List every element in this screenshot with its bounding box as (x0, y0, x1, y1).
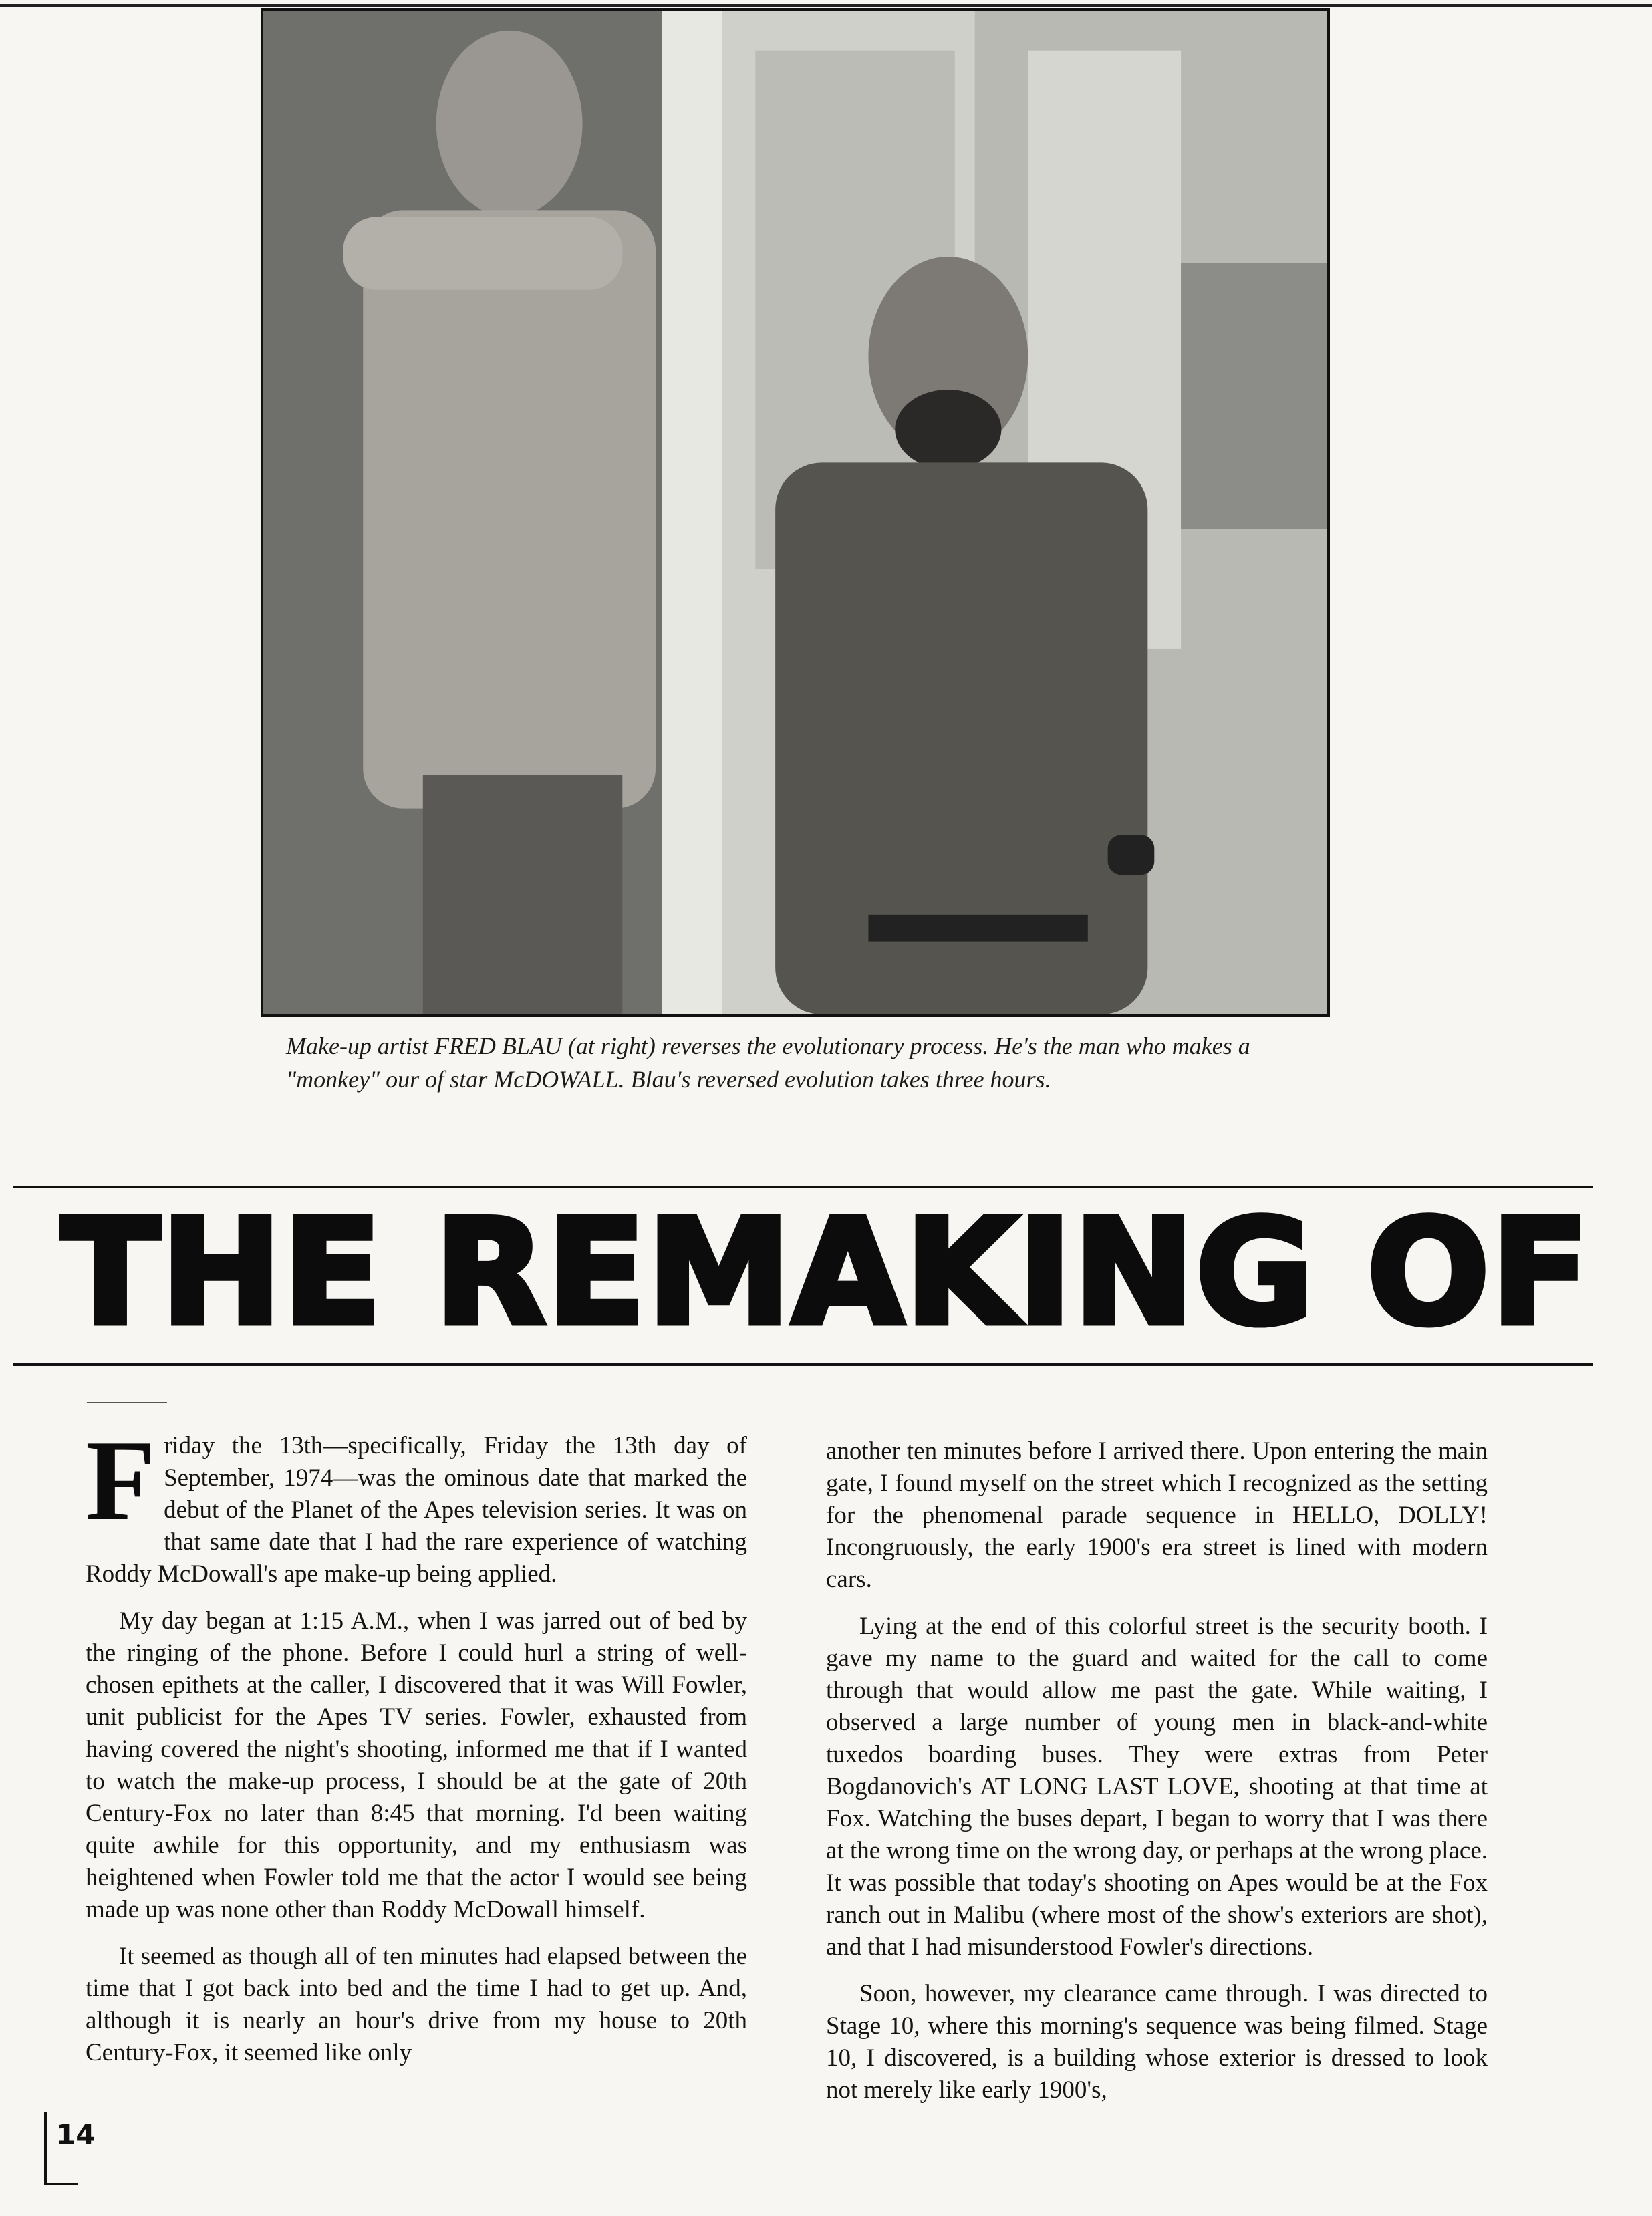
paragraph: another ten minutes before I arrived there. Upon entering the main gate, I found myself on the street which I recognized as the setting for the phenomenal parade sequence in HELLO, DOLLY! Incongruously, the early 1900's era street is lined with modern cars. (826, 1437, 1488, 1593)
article-photo (261, 8, 1330, 1017)
photo-illustration (263, 11, 1327, 1014)
paragraph (86, 1417, 747, 1590)
corner-mark (44, 2112, 47, 2185)
headline-top-rule (13, 1186, 1593, 1188)
paragraph: It seemed as though all of ten minutes had elapsed between the time that I got back into bed and the time I had to get up. And, although it is nearly an hour's drive from my house to 20th Century-Fox, it seemed like only (86, 1943, 747, 2066)
paragraph: Soon, however, my clearance came through. I was directed to Stage 10, where this morning's sequence was being filmed. Stage 10, I discovered, is a building whose exterior is dressed to look not merely like early 1900's, (826, 1980, 1488, 2104)
article-column-right (826, 1435, 1488, 2121)
headline: THE REMAKING OF (61, 1189, 1591, 1357)
paragraph: My day began at 1:15 A.M., when I was jarred out of bed by the ringing of the phone. Before I could hurl a string of well-chosen epithets at the caller, I discovered that it was Will Fowler, unit publicist for the Apes TV series. Fowler, exhausted from having covered the night's shooting, informed me that if I wanted to watch the make-up process, I should be at the gate of 20th Century-Fox no later than 8:45 that morning. I'd been waiting quite awhile for this opportunity, and my enthusiasm was heightened when Fowler told me that the actor I would see being made up was none other than Roddy McDowall himself. (86, 1607, 747, 1923)
paragraph-text: riday the 13th—specifically, Friday the 13th day of September, 1974—was the ominous date that marked the debut of the Planet of the Apes television series. It was on that same date that I had the rare experience of watching Roddy McDowall's ape make-up being applied. (86, 1432, 747, 1588)
headline-bottom-rule (13, 1363, 1593, 1366)
photo-caption: Make-up artist FRED BLAU (at right) reverses the evolutionary process. He's the man who makes a "monkey" our of star McDOWALL. Blau's reversed evolution takes three hours. (286, 1032, 1250, 1093)
decorative-dash (87, 1402, 167, 1403)
corner-mark (44, 2183, 78, 2185)
paragraph: Lying at the end of this colorful street is the security booth. I gave my name to the guard and waited for the call to come through that would allow me past the gate. While waiting, I observed a large number of young men in black-and-white tuxedos boarding buses. They were extras from Peter Bogdanovich's AT LONG LAST LOVE, shooting at that time at Fox. Watching the buses depart, I began to worry that I was there at the wrong time on the wrong day, or perhaps at the wrong place. It was possible that today's shooting on Apes would be at the Fox ranch out in Malibu (where most of the show's exteriors are shot), and that I had misunderstood Fowler's directions. (826, 1613, 1488, 1961)
article-column-left (86, 1417, 747, 2084)
top-rule (0, 4, 1652, 7)
page-number: 14 (56, 2118, 96, 2151)
drop-cap: F (86, 1417, 156, 1544)
